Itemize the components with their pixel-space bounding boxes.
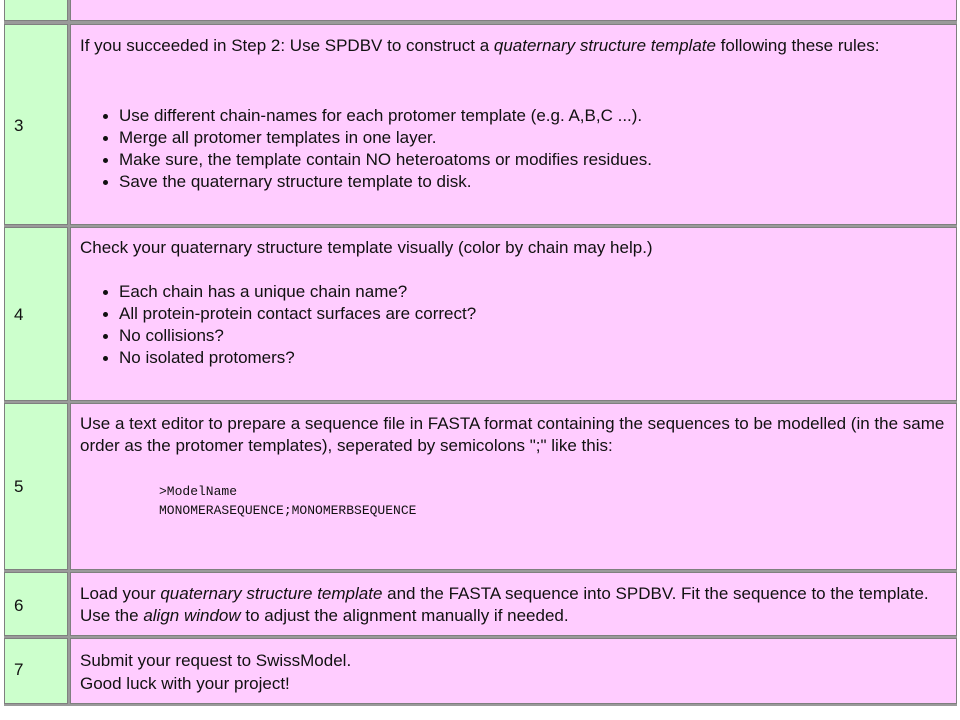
- step-number: 5: [14, 477, 24, 496]
- row-partial-number-cell: [4, 0, 68, 21]
- step-3-number-cell: [4, 24, 68, 225]
- term-align-window: align window: [143, 606, 241, 625]
- list-item: No isolated protomers?: [101, 347, 476, 369]
- step-3-content-cell: [70, 24, 957, 225]
- term-quaternary-template: quaternary structure template: [160, 584, 383, 603]
- list-item: Make sure, the template contain NO heteroatoms or modifies residues.: [101, 149, 652, 171]
- step-4-bullet-list: [101, 281, 476, 369]
- step-7-content-cell: [70, 638, 957, 704]
- step-5-content-cell: [70, 403, 957, 570]
- step-7-number-cell: [4, 638, 68, 704]
- step-number: 6: [14, 596, 24, 615]
- step-7-line-2: Good luck with your project!: [80, 674, 290, 693]
- fasta-example-line-2: MONOMERASEQUENCE;MONOMERBSEQUENCE: [159, 503, 417, 518]
- list-item: No collisions?: [101, 325, 476, 347]
- term-quaternary-template: quaternary structure template: [493, 36, 716, 55]
- step-6-text: Load your quaternary structure template and the FASTA sequence into SPDBV. Fit the sequence to the template. Use the align window to adjust the alignment manually if needed.: [80, 584, 929, 625]
- step-7-line-1: Submit your request to SwissModel.: [80, 651, 352, 670]
- list-item: Use different chain-names for each protomer template (e.g. A,B,C ...).: [101, 105, 652, 127]
- step-4-content-cell: [70, 227, 957, 401]
- step-6-content-cell: [70, 572, 957, 636]
- step-6-number-cell: [4, 572, 68, 636]
- steps-table: [4, 0, 957, 706]
- list-item: All protein-protein contact surfaces are correct?: [101, 303, 476, 325]
- list-item: Merge all protomer templates in one layer.: [101, 127, 652, 149]
- row-partial-content-cell: [70, 0, 957, 21]
- step-5-intro: Use a text editor to prepare a sequence file in FASTA format containing the sequences to be modelled (in the same order as the protomer templates), seperated by semicolons ";" like this:: [80, 414, 945, 455]
- step-4-number-cell: [4, 227, 68, 401]
- step-3-bullet-list: [101, 105, 652, 193]
- step-number: 3: [14, 116, 24, 135]
- step-number: 4: [14, 305, 24, 324]
- fasta-example-line-1: >ModelName: [159, 484, 238, 499]
- step-3-intro: If you succeeded in Step 2: Use SPDBV to construct a quaternary structure template following these rules:: [80, 36, 880, 55]
- step-4-intro: Check your quaternary structure template visually (color by chain may help.): [80, 238, 653, 257]
- step-number: 7: [14, 660, 24, 679]
- list-item: Save the quaternary structure template to disk.: [101, 171, 652, 193]
- step-5-number-cell: [4, 403, 68, 570]
- list-item: Each chain has a unique chain name?: [101, 281, 476, 303]
